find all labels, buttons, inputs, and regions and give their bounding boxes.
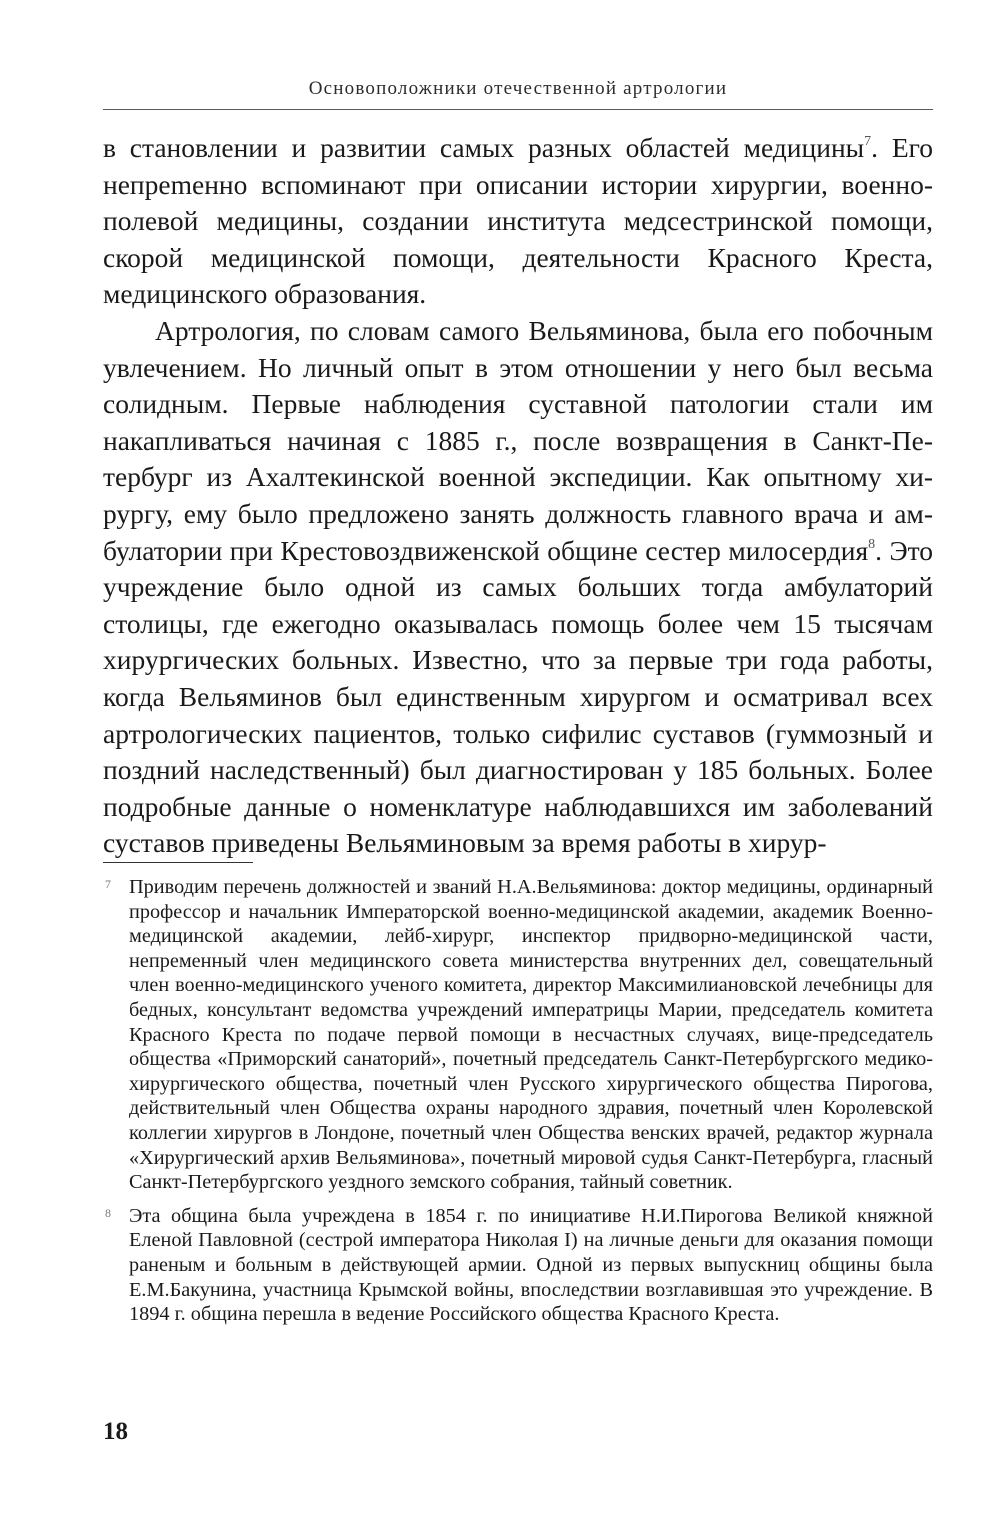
footnote-text: Приводим перечень должностей и званий Н.А.Вельяминова: доктор медицины, ординарный профессор и начальник Императорской военно-медицинской академии, академик Военно-медицинской академии, лейб-хирург, инспектор придворно-медицинской части, непременный член медицинского совета министерства внутренних дел, совещательный член военно-медицинского ученого комитета, директор Максимилиановской лечебницы для бедных, консультант ведомства учреждений императрицы Марии, председатель комитета Красного Креста по подаче первой помощи в несчастных случаях, вице-председатель общества «Приморский санаторий», почетный председатель Санкт-Петербургского медико-хирургического общества, почетный член Русского хирургического общества Пирогова, действительный член Общества охраны народного здравия, почетный член Королевской коллегии хирургов в Лондоне, почетный член Общества венских врачей, редактор журнала «Хирургический архив Вельяминова», почетный мировой судья Санкт-Петербурга, гласный Санкт-Петербургского уездного земского собрания, тайный советник. [129,876,933,1194]
paragraph-2-text: Артрология, по словам самого Вельяминова, была его побочным увлечением. Но личный опыт в этом отношении у него был весьма солидным. Первые наблюдения суставной патологии стали им накапливаться начиная с 1885 г., после возвращения в Санкт-Петербург из Ахалтекинской военной экспедиции. Как опытному хирургу, ему было предложено занять должность главного врача и амбулатории при Крестовоздвиженской общине сестер милосердия [103,314,933,566]
footnote-number: 7 [105,877,111,891]
footnote-ref-8: 8 [868,536,876,552]
footnote-number: 8 [105,1205,111,1220]
footnote-8 [103,1204,933,1327]
paragraph-1 [103,130,933,313]
paragraph-2-text-cont: . Это учреждение было одной из самых больших тогда амбулаторий столицы, где ежегодно оказывалась помощь более чем 15 тысячам хирургических больных. Известно, что за первые три года работы, когда Вельяминов был единственным хирургом и осматривал всех артрологических пациентов, только сифилис суставов (гуммозный и поздний наследственный) был диагностирован у 185 больных. Более подробные данные о номенклатуре наблюдавшихся им заболеваний суставов приведены Вельяминовым за время работы в хирур- [103,534,934,859]
footnote-text: Эта община была учреждена в 1854 г. по инициативе Н.И.Пирогова Великой княжной Еленой Павловной (сестрой императора Николая I) на личные деньги для оказания помощи раненым и больным в действующей армии. Одной из первых выпускниц общины была Е.М.Бакунина, участница Крымской войны, впоследствии возглавившая это учреждение. В 1894 г. община перешла в ведение Российского общества Красного Креста. [129,1204,933,1326]
header-rule [103,109,933,110]
page-number: 18 [103,1418,128,1445]
paragraph-1-text: в становлении и развитии самых разных областей медицины [103,132,865,163]
footnote-separator [103,862,253,863]
footnotes [103,875,933,1336]
paragraph-2 [103,313,933,862]
paragraph-1-text-cont: . Его непреmенно вспоминают при описании истории хирургии, военно-полевой медицины, создании института медсестринской помощи, скорой медицинской помощи, деятельности Красного Креста, медицинского образования. [103,132,933,310]
footnote-ref-7: 7 [864,134,872,149]
footnote-7 [103,875,933,1195]
main-text [103,130,933,862]
running-head: Основоположники отечественной артрологии [308,78,728,99]
